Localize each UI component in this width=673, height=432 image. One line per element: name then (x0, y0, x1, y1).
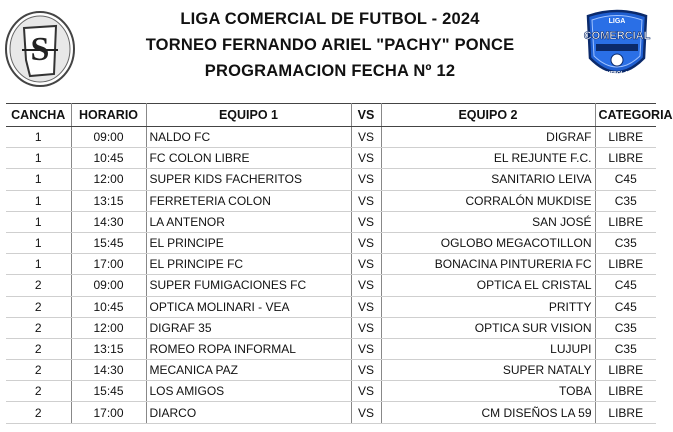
cell-vs: VS (351, 127, 381, 148)
cell-equipo2: OGLOBO MEGACOTILLON (381, 232, 595, 253)
cell-vs: VS (351, 381, 381, 402)
cell-vs: VS (351, 338, 381, 359)
table-row (6, 296, 656, 317)
cell-equipo2: LUJUPI (381, 338, 595, 359)
cell-vs: VS (351, 254, 381, 275)
badge-top-text: LIGA (608, 18, 626, 25)
cell-equipo2: SUPER NATALY (381, 360, 595, 381)
page-header (0, 0, 660, 100)
cell-cancha: 2 (6, 275, 71, 296)
cell-equipo2: OPTICA SUR VISION (381, 317, 595, 338)
cell-equipo2: CORRALÓN MUKDISE (381, 190, 595, 211)
table-row (6, 232, 656, 253)
cell-horario: 09:00 (71, 275, 146, 296)
cell-equipo1: MECANICA PAZ (146, 360, 351, 381)
cell-categoria: LIBRE (595, 127, 656, 148)
cell-equipo2: TOBA (381, 381, 595, 402)
table-row (6, 338, 656, 359)
cell-horario: 12:00 (71, 317, 146, 338)
cell-cancha: 1 (6, 254, 71, 275)
cell-vs: VS (351, 296, 381, 317)
cell-categoria: C35 (595, 317, 656, 338)
cell-categoria: LIBRE (595, 254, 656, 275)
col-header-cancha: CANCHA (6, 104, 71, 127)
schedule-title: PROGRAMACION FECHA Nº 12 (204, 62, 456, 80)
cell-equipo2: BONACINA PINTURERIA FC (381, 254, 595, 275)
table-row (6, 169, 656, 190)
cell-equipo1: SUPER FUMIGACIONES FC (146, 275, 351, 296)
cell-cancha: 2 (6, 402, 71, 423)
cell-cancha: 2 (6, 360, 71, 381)
table-header-row (6, 104, 656, 127)
cell-cancha: 2 (6, 317, 71, 338)
cell-categoria: C45 (595, 169, 656, 190)
table-row (6, 254, 656, 275)
cell-horario: 17:00 (71, 402, 146, 423)
schedule-table (6, 103, 673, 424)
seal-letter: S (30, 31, 50, 68)
table-row (6, 148, 656, 169)
cell-equipo2: PRITTY (381, 296, 595, 317)
col-header-horario: HORARIO (71, 104, 146, 127)
cell-vs: VS (351, 402, 381, 423)
col-header-categoria: CATEGORIA (595, 104, 656, 127)
cell-cancha: 1 (6, 190, 71, 211)
cell-equipo1: LA ANTENOR (146, 211, 351, 232)
cell-horario: 12:00 (71, 169, 146, 190)
cell-categoria: C45 (595, 296, 656, 317)
cell-cancha: 1 (6, 127, 71, 148)
table-row (6, 317, 656, 338)
tournament-title: TORNEO FERNANDO ARIEL "PACHY" PONCE (145, 36, 515, 54)
cell-horario: 15:45 (71, 232, 146, 253)
cell-equipo1: NALDO FC (146, 127, 351, 148)
cell-equipo1: DIARCO (146, 402, 351, 423)
cell-vs: VS (351, 360, 381, 381)
cell-equipo1: OPTICA MOLINARI - VEA (146, 296, 351, 317)
cell-equipo1: SUPER KIDS FACHERITOS (146, 169, 351, 190)
cell-categoria: LIBRE (595, 360, 656, 381)
cell-equipo1: ROMEO ROPA INFORMAL (146, 338, 351, 359)
league-seal-icon (4, 10, 76, 88)
cell-equipo2: DIGRAF (381, 127, 595, 148)
cell-cancha: 1 (6, 232, 71, 253)
cell-vs: VS (351, 169, 381, 190)
cell-categoria: LIBRE (595, 381, 656, 402)
table-row (6, 381, 656, 402)
cell-equipo1: LOS AMIGOS (146, 381, 351, 402)
cell-cancha: 1 (6, 169, 71, 190)
table-row (6, 127, 656, 148)
table-row (6, 211, 656, 232)
cell-horario: 09:00 (71, 127, 146, 148)
cell-categoria: C45 (595, 275, 656, 296)
cell-horario: 15:45 (71, 381, 146, 402)
col-header-equipo2: EQUIPO 2 (381, 104, 595, 127)
cell-vs: VS (351, 275, 381, 296)
cell-equipo2: EL REJUNTE F.C. (381, 148, 595, 169)
cell-categoria: LIBRE (595, 148, 656, 169)
cell-vs: VS (351, 211, 381, 232)
cell-horario: 10:45 (71, 296, 146, 317)
col-header-vs: VS (351, 104, 381, 127)
cell-cancha: 1 (6, 148, 71, 169)
cell-equipo1: FERRETERIA COLON (146, 190, 351, 211)
badge-sub-text: FUTBOL 11 (603, 71, 631, 77)
cell-categoria: C35 (595, 338, 656, 359)
cell-horario: 17:00 (71, 254, 146, 275)
cell-equipo2: CM DISEÑOS LA 59 (381, 402, 595, 423)
liga-comercial-badge-icon (582, 6, 652, 84)
cell-horario: 10:45 (71, 148, 146, 169)
cell-equipo2: OPTICA EL CRISTAL (381, 275, 595, 296)
cell-equipo1: EL PRINCIPE FC (146, 254, 351, 275)
cell-equipo2: SAN JOSÉ (381, 211, 595, 232)
cell-equipo1: FC COLON LIBRE (146, 148, 351, 169)
league-title: LIGA COMERCIAL DE FUTBOL - 2024 (180, 10, 480, 28)
table-row (6, 275, 656, 296)
title-block (100, 6, 560, 84)
cell-equipo1: DIGRAF 35 (146, 317, 351, 338)
table-row (6, 360, 656, 381)
cell-horario: 14:30 (71, 360, 146, 381)
cell-categoria: LIBRE (595, 211, 656, 232)
cell-categoria: C35 (595, 232, 656, 253)
col-header-equipo1: EQUIPO 1 (146, 104, 351, 127)
cell-horario: 14:30 (71, 211, 146, 232)
table-row (6, 190, 656, 211)
badge-main-text: COMERCIAL (583, 30, 651, 42)
cell-vs: VS (351, 190, 381, 211)
cell-cancha: 2 (6, 381, 71, 402)
cell-horario: 13:15 (71, 190, 146, 211)
cell-cancha: 2 (6, 338, 71, 359)
cell-cancha: 1 (6, 211, 71, 232)
cell-vs: VS (351, 232, 381, 253)
cell-cancha: 2 (6, 296, 71, 317)
table-row (6, 402, 656, 423)
cell-horario: 13:15 (71, 338, 146, 359)
cell-categoria: LIBRE (595, 402, 656, 423)
cell-vs: VS (351, 317, 381, 338)
cell-equipo1: EL PRINCIPE (146, 232, 351, 253)
cell-equipo2: SANITARIO LEIVA (381, 169, 595, 190)
cell-categoria: C35 (595, 190, 656, 211)
cell-vs: VS (351, 148, 381, 169)
